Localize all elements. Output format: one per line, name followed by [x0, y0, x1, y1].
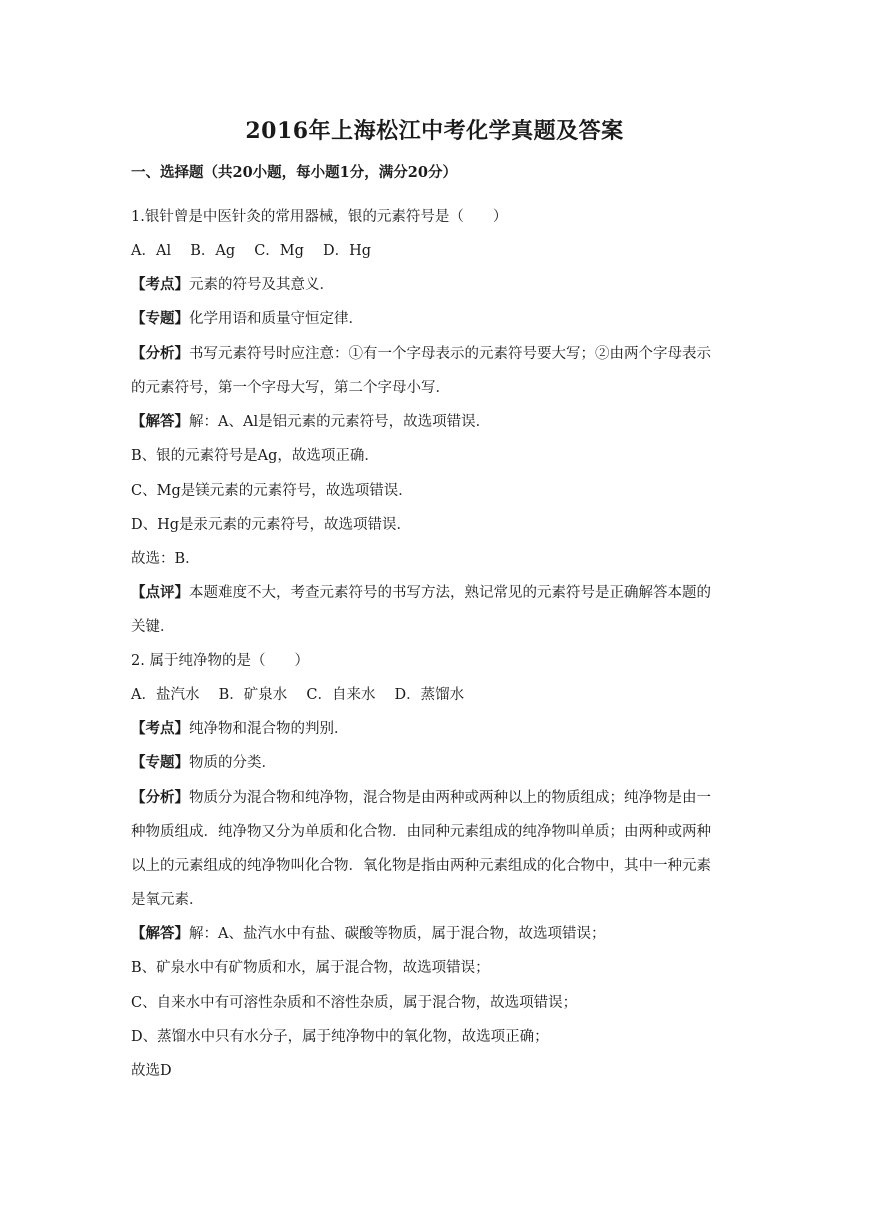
zhuanti-text: 化学用语和质量守恒定律．	[189, 311, 363, 327]
dianping-text: 本题难度不大，考查元素符号的书写方法，熟记常见的元素符号是正确解答本题的	[189, 585, 711, 601]
q2-line-b: B、矿泉水中有矿物质和水，属于混合物，故选项错误；	[131, 960, 490, 976]
q2-jieda	[131, 922, 605, 943]
q2-zhuanti	[131, 751, 276, 772]
page-title: 2016年上海松江中考化学真题及答案	[245, 118, 624, 144]
q1-fenxi-cont: 的元素符号，第一个字母大写，第二个字母小写．	[131, 380, 450, 396]
fenxi-tag: 【分析】	[131, 789, 189, 806]
q2-options: A．盐汽水 B．矿泉水 C．自来水 D．蒸馏水	[131, 687, 465, 703]
q1-kaodian	[131, 273, 334, 294]
q1-dianping-cont: 关键．	[131, 619, 175, 635]
q2-answer: 故选D	[131, 1063, 172, 1079]
q1-zhuanti	[131, 307, 363, 328]
fenxi-text: 书写元素符号时应注意：①有一个字母表示的元素符号要大写；②由两个字母表示	[189, 346, 711, 362]
q2-stem: 2. 属于纯净物的是（ ）	[131, 653, 309, 669]
q2-line-c: C、自来水中有可溶性杂质和不溶性杂质，属于混合物，故选项错误；	[131, 995, 578, 1011]
kaodian-tag: 【考点】	[131, 276, 189, 293]
q2-fenxi-cont-2: 以上的元素组成的纯净物叫化合物．氧化物是指由两种元素组成的化合物中，其中一种元素	[131, 858, 711, 874]
q1-stem: 1.银针曾是中医针灸的常用器械，银的元素符号是（ ）	[131, 209, 508, 225]
kaodian-text: 纯净物和混合物的判别．	[189, 721, 349, 737]
q1-answer: 故选：B．	[131, 551, 200, 567]
q2-fenxi	[131, 786, 711, 807]
q2-line-d: D、蒸馏水中只有水分子，属于纯净物中的氧化物，故选项正确；	[131, 1029, 549, 1045]
zhuanti-text: 物质的分类．	[189, 755, 276, 771]
q1-jieda	[131, 410, 490, 431]
kaodian-tag: 【考点】	[131, 720, 189, 737]
zhuanti-tag: 【专题】	[131, 310, 189, 327]
jieda-tag: 【解答】	[131, 413, 189, 430]
jieda-text: 解：A、Al是铝元素的元素符号，故选项错误．	[189, 414, 491, 430]
q1-line-c: C、Mg是镁元素的元素符号，故选项错误．	[131, 483, 413, 499]
fenxi-tag: 【分析】	[131, 345, 189, 362]
q2-fenxi-cont-1: 种物质组成．纯净物又分为单质和化合物．由同种元素组成的纯净物叫单质；由两种或两种	[131, 824, 711, 840]
jieda-tag: 【解答】	[131, 925, 189, 942]
zhuanti-tag: 【专题】	[131, 754, 189, 771]
fenxi-text: 物质分为混合物和纯净物，混合物是由两种或两种以上的物质组成；纯净物是由一	[189, 790, 711, 806]
q1-line-b: B、银的元素符号是Ag，故选项正确．	[131, 448, 379, 464]
q2-fenxi-cont-3: 是氧元素．	[131, 892, 204, 908]
q1-fenxi	[131, 342, 711, 363]
q2-kaodian	[131, 717, 349, 738]
q1-options: A．Al B．Ag C．Mg D．Hg	[131, 243, 372, 259]
q1-dianping	[131, 581, 711, 602]
q1-line-d: D、Hg是汞元素的元素符号，故选项错误．	[131, 517, 412, 533]
kaodian-text: 元素的符号及其意义．	[189, 277, 334, 293]
jieda-text: 解：A、盐汽水中有盐、碳酸等物质，属于混合物，故选项错误；	[189, 926, 606, 942]
section-heading: 一、选择题（共20小题，每小题1分，满分20分）	[131, 164, 457, 181]
dianping-tag: 【点评】	[131, 584, 189, 601]
